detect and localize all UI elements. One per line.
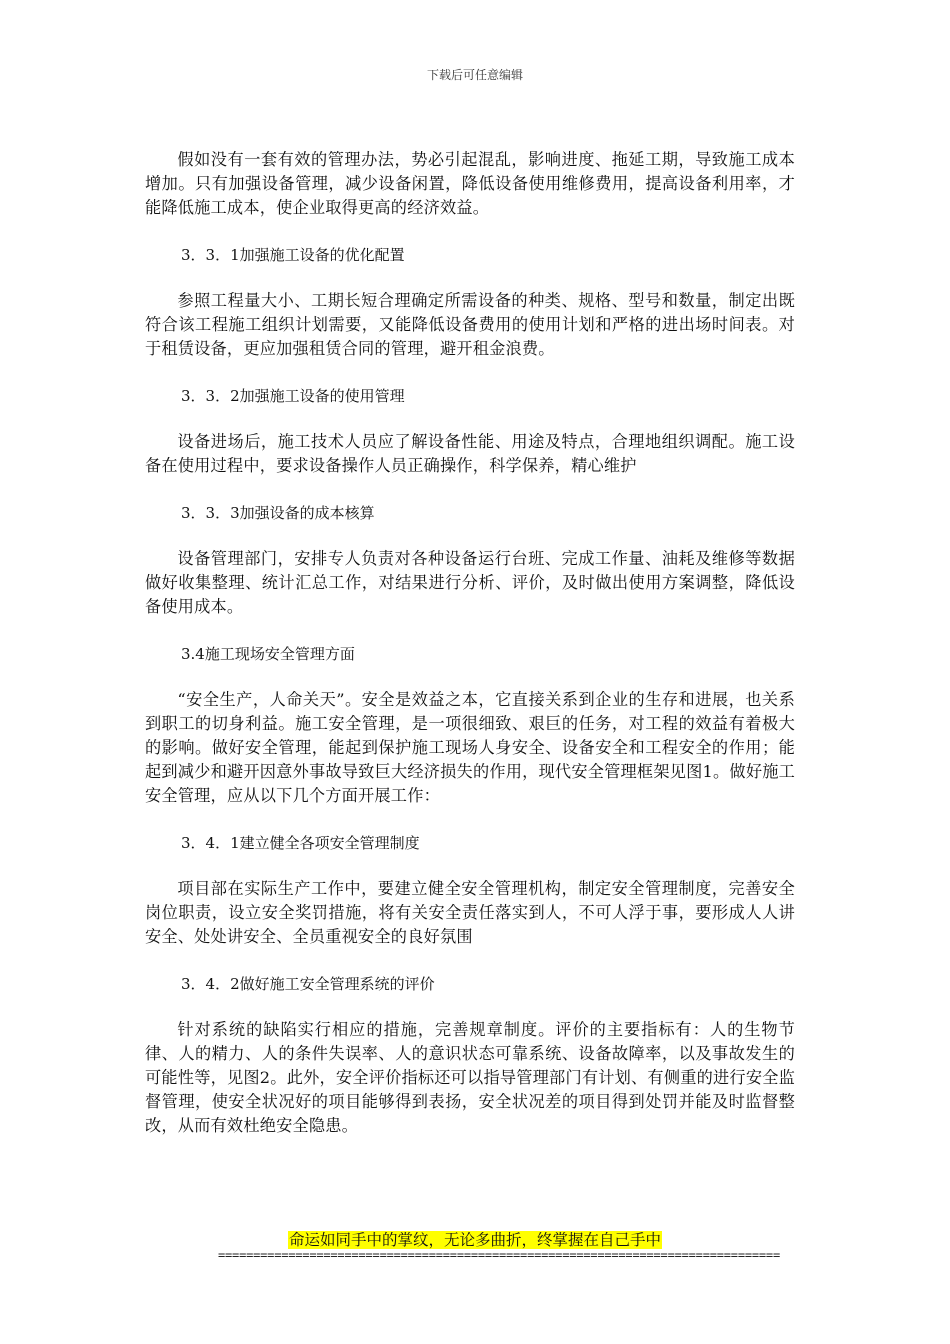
- paragraph: “安全生产，人命关天”。安全是效益之本，它直接关系到企业的生存和进展，也关系到职工的切身利益。施工安全管理，是一项很细致、艰巨的任务，对工程的效益有着极大的影响。做好安全管理，能起到保护施工现场人身安全、设备安全和工程安全的作用；能起到减少和避开因意外事故导致巨大经济损失的作用，现代安全管理框架见图1。做好施工安全管理，应从以下几个方面开展工作：: [145, 690, 795, 805]
- paragraph: 参照工程量大小、工期长短合理确定所需设备的种类、规格、型号和数量，制定出既符合该工程施工组织计划需要，又能降低设备费用的使用计划和严格的进出场时间表。对于租赁设备，更应加强租赁合同的管理，避开租金浪费。: [145, 291, 795, 358]
- paragraph: 针对系统的缺陷实行相应的措施，完善规章制度。评价的主要指标有：人的生物节律、人的精力、人的条件失误率、人的意识状态可靠系统、设备故障率，以及事故发生的可能性等，见图2。此外，安全评价指标还可以指导管理部门有计划、有侧重的进行安全监督管理，使安全状况好的项目能够得到表扬，安全状况差的项目得到处罚并能及时监督整改，从而有效杜绝安全隐患。: [145, 1020, 795, 1135]
- section-heading: 3．3．2加强施工设备的使用管理: [181, 387, 405, 405]
- section-heading: 3．3．3加强设备的成本核算: [181, 504, 375, 522]
- paragraph: 项目部在实际生产工作中，要建立健全安全管理机构，制定安全管理制度，完善安全岗位职责，设立安全奖罚措施，将有关安全责任落实到人，不可人浮于事，要形成人人讲安全、处处讲安全、全员重视安全的良好氛围: [145, 879, 795, 946]
- document-body: [145, 148, 795, 1161]
- section-heading: 3．3．1加强施工设备的优化配置: [181, 246, 405, 264]
- section-heading: 3．4．1建立健全各项安全管理制度: [181, 834, 420, 852]
- paragraph: 假如没有一套有效的管理办法，势必引起混乱，影响进度、拖延工期，导致施工成本增加。只有加强设备管理，减少设备闲置，降低设备使用维修费用，提高设备利用率，才能降低施工成本，使企业取得更高的经济效益。: [145, 150, 795, 217]
- page-header: 下载后可任意编辑: [426, 68, 523, 82]
- footer-quote-text: 命运如同手中的掌纹，无论多曲折，终掌握在自己手中: [288, 1231, 661, 1249]
- footer-divider: ================================================================================: [218, 1248, 780, 1262]
- paragraph: 设备进场后，施工技术人员应了解设备性能、用途及特点，合理地组织调配。施工设备在使用过程中，要求设备操作人员正确操作，科学保养，精心维护: [145, 432, 795, 475]
- footer-quote: [0, 1228, 950, 1250]
- paragraph: 设备管理部门，安排专人负责对各种设备运行台班、完成工作量、油耗及维修等数据做好收集整理、统计汇总工作，对结果进行分析、评价，及时做出使用方案调整，降低设备使用成本。: [145, 549, 795, 616]
- section-heading: 3.4施工现场安全管理方面: [181, 645, 355, 663]
- section-heading: 3．4．2做好施工安全管理系统的评价: [181, 975, 435, 993]
